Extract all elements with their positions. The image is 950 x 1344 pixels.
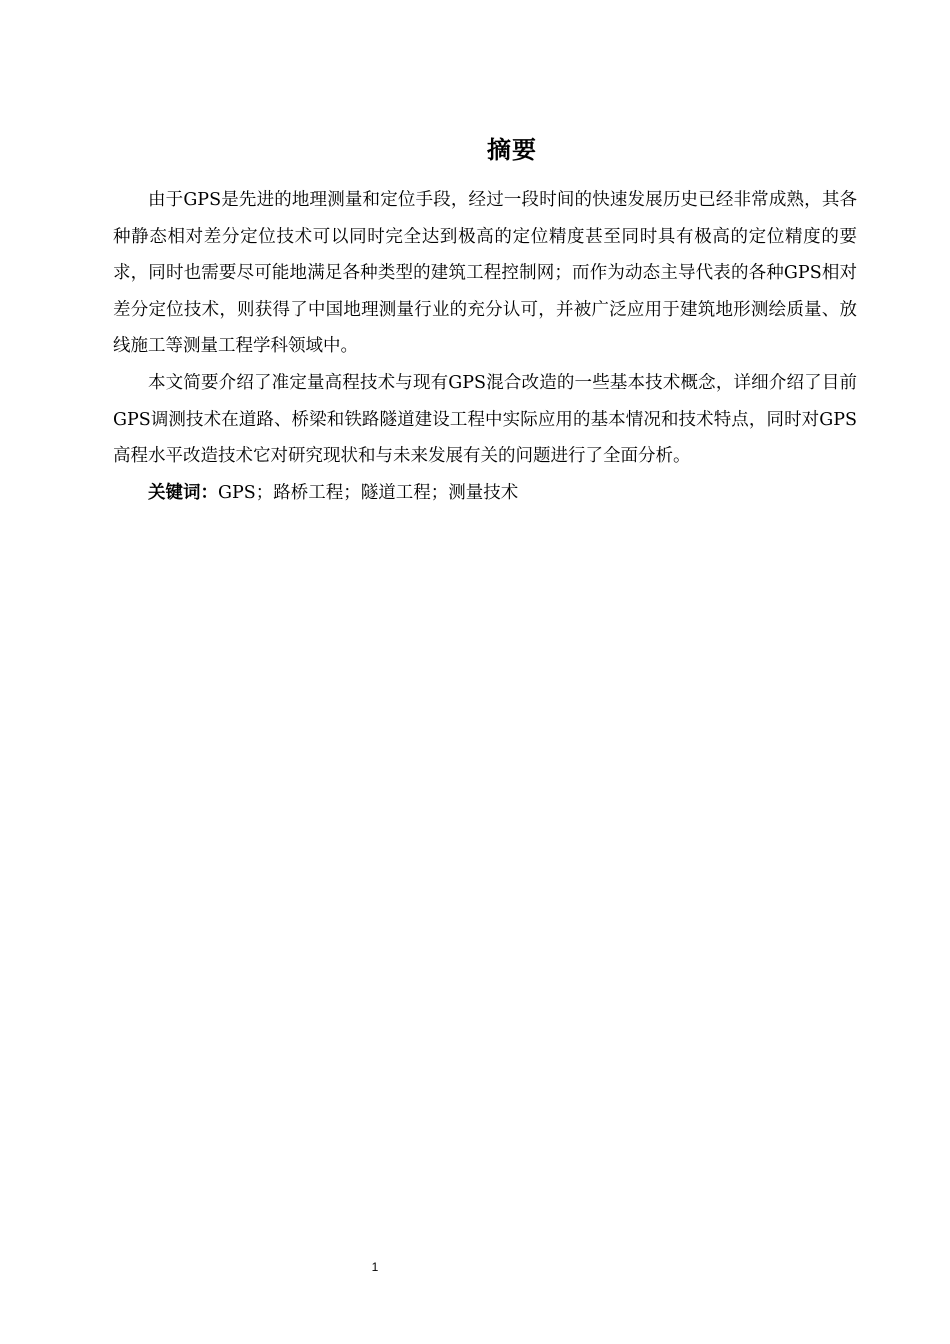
page-title: 摘要 — [487, 136, 537, 164]
abstract-body — [113, 182, 857, 511]
abstract-paragraph-2: 本文简要介绍了准定量高程技术与现有GPS混合改造的一些基本技术概念，详细介绍了目前GPS调测技术在道路、桥梁和铁路隧道建设工程中实际应用的基本情况和技术特点，同时对GPS高程水平改造技术它对研究现状和与未来发展有关的问题进行了全面分析。 — [113, 372, 857, 467]
page-number: 1 — [371, 1260, 379, 1274]
keywords-label: 关键词： — [148, 482, 218, 503]
abstract-paragraph-1: 由于GPS是先进的地理测量和定位手段，经过一段时间的快速发展历史已经非常成熟，其各种静态相对差分定位技术可以同时完全达到极高的定位精度甚至同时具有极高的定位精度的要求，同时也需要尽可能地满足各种类型的建筑工程控制网；而作为动态主导代表的各种GPS相对差分定位技术，则获得了中国地理测量行业的充分认可，并被广泛应用于建筑地形测绘质量、放线施工等测量工程学科领域中。 — [113, 190, 857, 357]
keywords-value: GPS；路桥工程；隧道工程；测量技术 — [218, 482, 519, 503]
keywords-line — [113, 475, 857, 512]
